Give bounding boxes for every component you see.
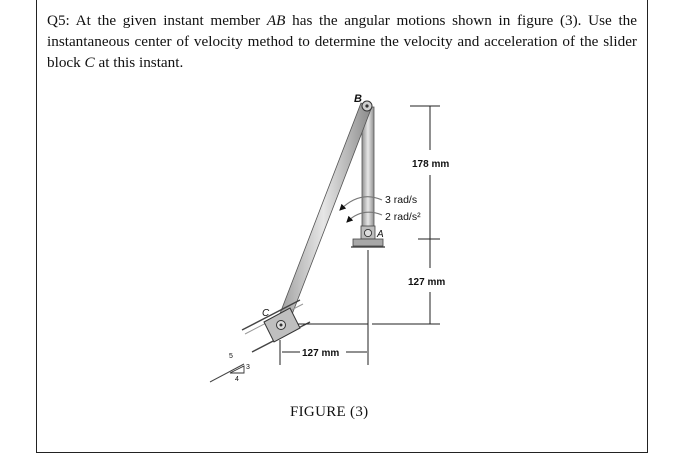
pin-c-center	[280, 324, 283, 327]
slope-5-label: 5	[229, 353, 233, 360]
dim-127-vertical-label: 127 mm	[408, 277, 446, 288]
slider-c-label: C	[84, 54, 95, 71]
omega-arrow	[340, 197, 382, 210]
figure-caption: FIGURE (3)	[290, 404, 369, 420]
pin-b-center	[365, 104, 368, 107]
omega-label: 3 rad/s	[385, 194, 418, 206]
question-text-part3: at this instant.	[98, 54, 184, 71]
member-bc	[276, 103, 371, 330]
label-a: A	[377, 229, 384, 240]
question-text-part2: has the angular motions shown in figure (3). Use the instantaneous center of velocity method to determine the velocity and acceleration of the slider block	[47, 12, 638, 71]
slope-triangle	[230, 366, 244, 373]
question-number: Q5:	[47, 12, 70, 29]
dim-127-horizontal-label: 127 mm	[302, 348, 340, 359]
slope-4-label: 4	[235, 376, 239, 383]
alpha-label: 2 rad/s²	[385, 211, 421, 223]
slope-3-label: 3	[246, 364, 250, 371]
member-ab-label: AB	[266, 12, 286, 29]
question-text-part1: At the given instant member	[75, 12, 261, 29]
support-a-base	[353, 239, 383, 246]
dim-178-label: 178 mm	[412, 159, 450, 170]
pin-a	[364, 229, 371, 236]
label-b: B	[354, 93, 362, 105]
label-c: C	[262, 308, 270, 319]
